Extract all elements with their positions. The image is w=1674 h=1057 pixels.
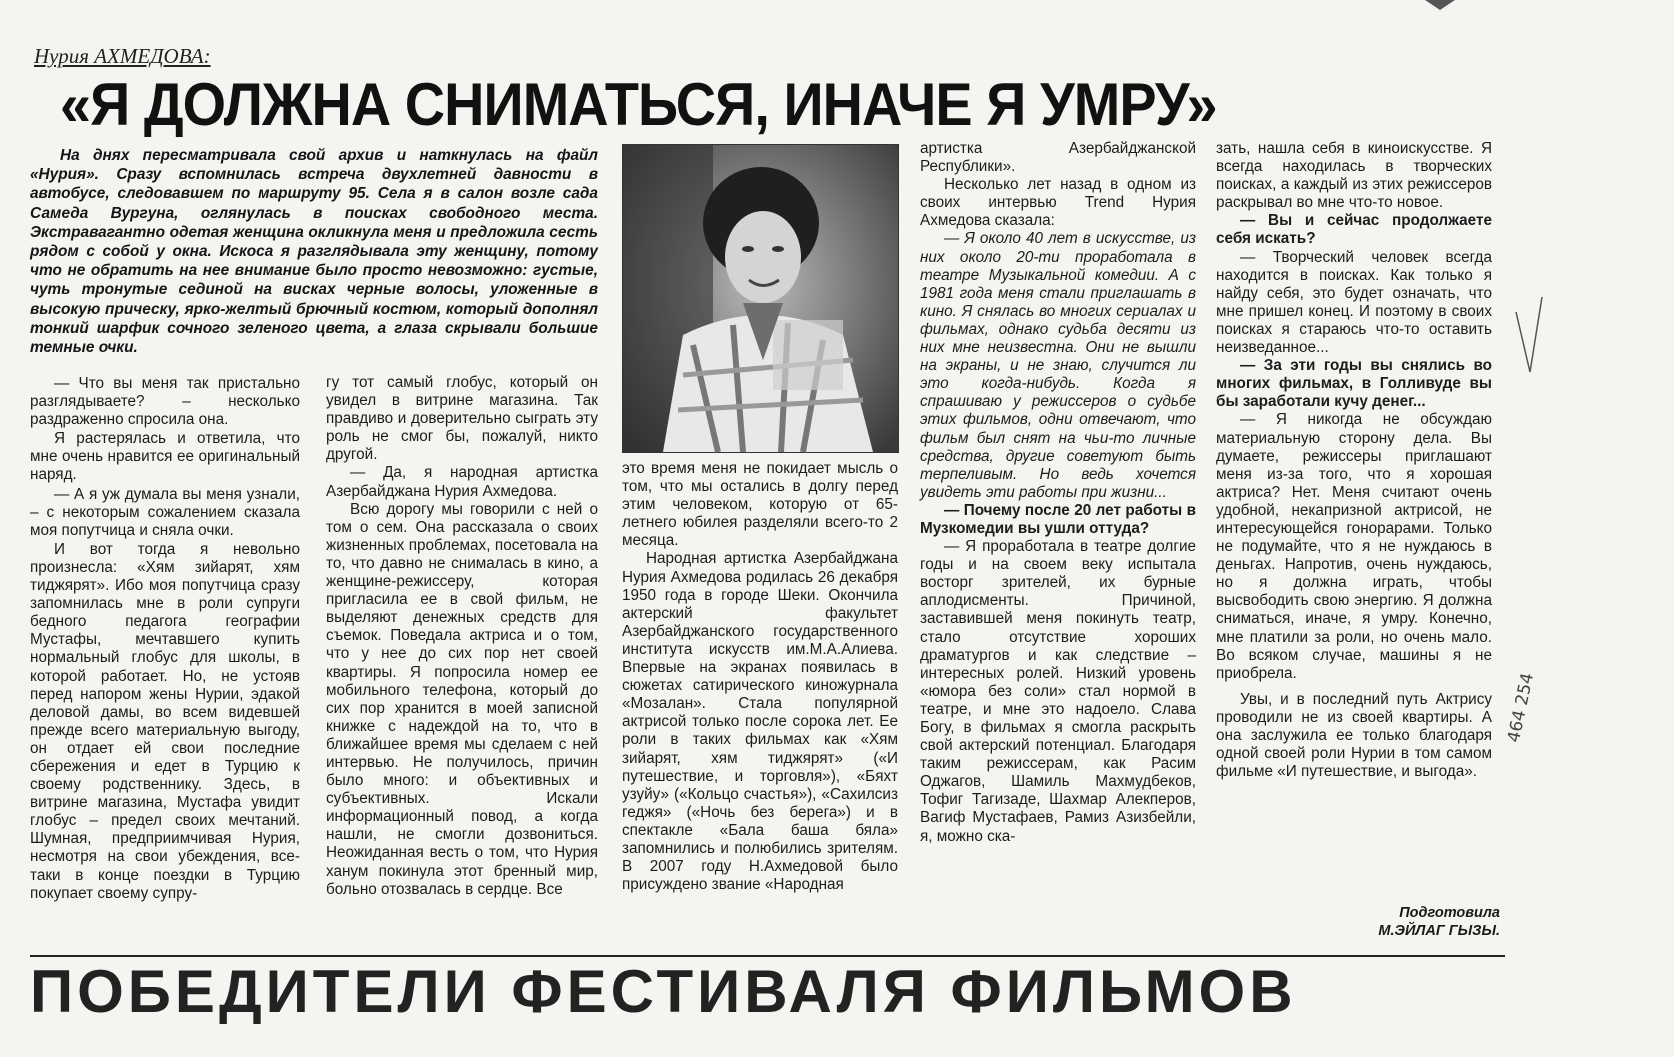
- headline: «Я ДОЛЖНА СНИМАТЬСЯ, ИНАЧЕ Я УМРУ»: [60, 71, 1217, 138]
- col5-closing: Увы, и в последний путь Актрису проводили не из своей квартиры. А она заслужила ее только благодаря одной своей роли Нурии в том самом фильме «И путешествие, и выгода».: [1216, 690, 1492, 781]
- lede-text: На днях пересматривала свой архив и наткнулась на файл «Нурия». Сразу вспомнилась встреча двухлетней давности в автобусе, следовавшем по маршруту 95. Села я в салон возле сада Самеда Вургуна, оглянулась в поисках свободного места. Экстравагантно одетая женщина окликнула меня и предложила сесть рядом с собой у окна. Искоса я разглядывала эту женщину, потому что не обратить на нее внимание было просто невозможно: густые, чуть тронутые сединой на висках черные волосы, уложенные в высокую прическу, ярко-желтый брючный костюм, который дополнял тонкий шарфик сочного зеленого цвета, а глаза скрывали большие темные очки.: [30, 147, 598, 357]
- lede-paragraph: [30, 146, 598, 357]
- col2-paragraph: — Да, я народная артистка Азербайджана Нурия Ахмедова.: [326, 464, 598, 500]
- col4-question: — Почему после 20 лет работы в Музкомедии вы ушли оттуда?: [920, 501, 1196, 537]
- signature-label: Подготовила: [1399, 905, 1500, 921]
- col2-paragraph: Всю дорогу мы говорили с ней о том о сем. Она рассказала о своих жизненных проблемах, посетовала на то, что давно не снималась в кино, а женщине-режиссеру, которая пригласила ее в свой фильм, не выделяют денежных средств для съемок. Поведала актриса и о том, что у нее до сих пор нет своей квартиры. Я попросила номер ее мобильного телефона, который до сих пор хранится в моей записной книжке с надеждой на то, что в ближайшее время мы сделаем с ней интервью. Не получилось, причин было много: и объективных и субъективных. Искали информационный повод, а когда нашли, не смогли дозвониться. Неожиданная весть о том, что Нурия ханум покинула этот бренный мир, больно отозвалась в сердце. Все: [326, 500, 598, 898]
- col1-paragraph: И вот тогда я невольно произнесла: «Хям зийарят, хям тиджярят». Ибо моя попутчица сразу запомнилась мне в роли супруги бедного педагога географии Мустафы, мечтавшего купить нормальный глобус для школы, в которой работает. Но, не устояв перед напором жены Нурии, эдакой деловой дамы, во всем видевшей прежде всего материальную выгоду, он отдает ей свои последние сбережения и едет в Турцию к своему родственнику. Здесь, в витрине магазина, Мустафа увидит глобус – предел своих мечтаний. Шумная, предприимчивая Нурия, несмотря на свои убеждения, все-таки в конце поездки в Турцию покупает своему супру-: [30, 540, 300, 902]
- signature-author: М.ЭЙЛАГ ГЫЗЫ.: [1378, 923, 1500, 939]
- handwritten-tick-icon: [1508, 292, 1548, 382]
- byline: Нурия АХМЕДОВА:: [34, 44, 211, 68]
- col5-answer: — Я никогда не обсуждаю материальную сторону дела. Вы думаете, режиссеры приглашают меня из-за того, что я хорошая актриса? Нет. Меня считают очень удобной, некапризной актрисой, не интересующейся гонорарами. Только не подумайте, что я не нуждаюсь в деньгах. Напротив, очень нуждаюсь, но я должна играть, чтобы высвободить свою энергию. Я должна сниматься, иначе, я умру. Конечно, мне платили за роли, но очень мало. Во всяком случае, машины я не приобрела.: [1216, 411, 1492, 682]
- column-5: [1216, 140, 1492, 781]
- portrait-image: [623, 145, 898, 452]
- col4-paragraph: артистка Азербайджанской Республики».: [920, 140, 1196, 176]
- col1-paragraph: — Что вы меня так пристально разглядываете? – несколько раздраженно спросила она.: [30, 375, 300, 429]
- corner-arrow-icon: [1420, 0, 1460, 14]
- col4-answer: — Я проработала в театре долгие годы и на своем веку испытала восторг зрителей, их бурные аплодисменты. Причиной, заставившей меня покинуть театр, стало отсутствие хороших драматургов и как следствие – интересных ролей. Низкий уровень «юмора без соли» стал нормой в театре, и мне это надоело. Слава Богу, в фильмах я смогла раскрыть свой актерский потенциал. Благодаря таким режиссерам, как Расим Оджагов, Шамиль Махмудбеков, Тофиг Тагизаде, Шахмар Алекперов, Вагиф Мустафаев, Рамиз Азизбейли, я, можно ска-: [920, 538, 1196, 845]
- column-3: [622, 460, 898, 894]
- portrait-photo: [622, 144, 899, 453]
- column-1: [30, 374, 300, 903]
- column-2: [326, 374, 598, 899]
- col1-paragraph: — А я уж думала вы меня узнали, – с некоторым сожалением сказала моя попутчица и сняла очки.: [30, 485, 300, 539]
- col5-paragraph: зать, нашла себя в киноискусстве. Я всегда находилась в творческих поисках, а каждый из этих режиссеров раскрывал во мне что-то новое.: [1216, 140, 1492, 212]
- handwritten-margin-note: 464 254: [1504, 671, 1539, 745]
- next-headline-text: ПОБЕДИТЕЛИ ФЕСТИВАЛЯ ФИЛЬМОВ: [30, 958, 1297, 1025]
- next-article-headline: [30, 958, 1505, 1025]
- col5-question: — Вы и сейчас продолжаете себя искать?: [1216, 212, 1492, 248]
- col1-paragraph: Я растерялась и ответила, что мне очень нравится ее оригинальный наряд.: [30, 430, 300, 484]
- col4-quote: — Я около 40 лет в искусстве, из них около 20-ти проработала в театре Музыкальной комедии. А с 1981 года меня стали приглашать в кино. Я снялась во многих сериалах и фильмах, однако судьба десяти из них мне неизвестна. Они не вышли на экраны, и не знаю, случится ли это когда-нибудь. Когда я спрашиваю у режиссеров о судьбе этих фильмов, одни отвечают, что фильм был снят на чьи-то личные средства, другие советуют быть терпеливым. Но ведь хочется увидеть эти работы при жизни...: [920, 230, 1196, 501]
- col3-paragraph: это время меня не покидает мысль о том, что мы остались в долгу перед этим человеком, которую от 65-летнего юбилея разделяли всего-то 2 месяца.: [622, 460, 898, 550]
- col3-paragraph: Народная артистка Азербайджана Нурия Ахмедова родилась 26 декабря 1950 года в городе Шеки. Окончила актерский факультет Азербайджанского государственного института искусств им.М.А.Алиева. Впервые на экранах появилась в сюжетах сатирического киножурнала «Мозалан». Стала популярной актрисой только после сорока лет. Ее роли в таких фильмах как «Хям зийарят, хям тиджярят» («И путешествие, и торговля»), «Бяхт узуйу» («Кольцо счастья»), «Сахилсиз геджя» («Ночь без берега») и в спектакле «Бала баша бяла» запомнились и полюбились зрителям. В 2007 году Н.Ахмедовой было присуждено звание «Народная: [622, 550, 898, 894]
- col4-paragraph: Несколько лет назад в одном из своих интервью Trend Нурия Ахмедова сказала:: [920, 176, 1196, 230]
- column-4: [920, 140, 1196, 846]
- col5-question: — За эти годы вы снялись во многих фильмах, в Голливуде вы бы заработали кучу денег...: [1216, 357, 1492, 411]
- col2-paragraph: гу тот самый глобус, который он увидел в витрине магазина. Так правдиво и доверительно сыграть эту роль не смог бы, пожалуй, никто другой.: [326, 374, 598, 464]
- divider: [30, 955, 1505, 957]
- signature: [1330, 904, 1500, 940]
- col5-answer: — Творческий человек всегда находится в поисках. Как только я найду себя, это будет означать, что мне пришел конец. И поэтому в своих поисках я стараюсь что-то оставить неизведанное...: [1216, 248, 1492, 357]
